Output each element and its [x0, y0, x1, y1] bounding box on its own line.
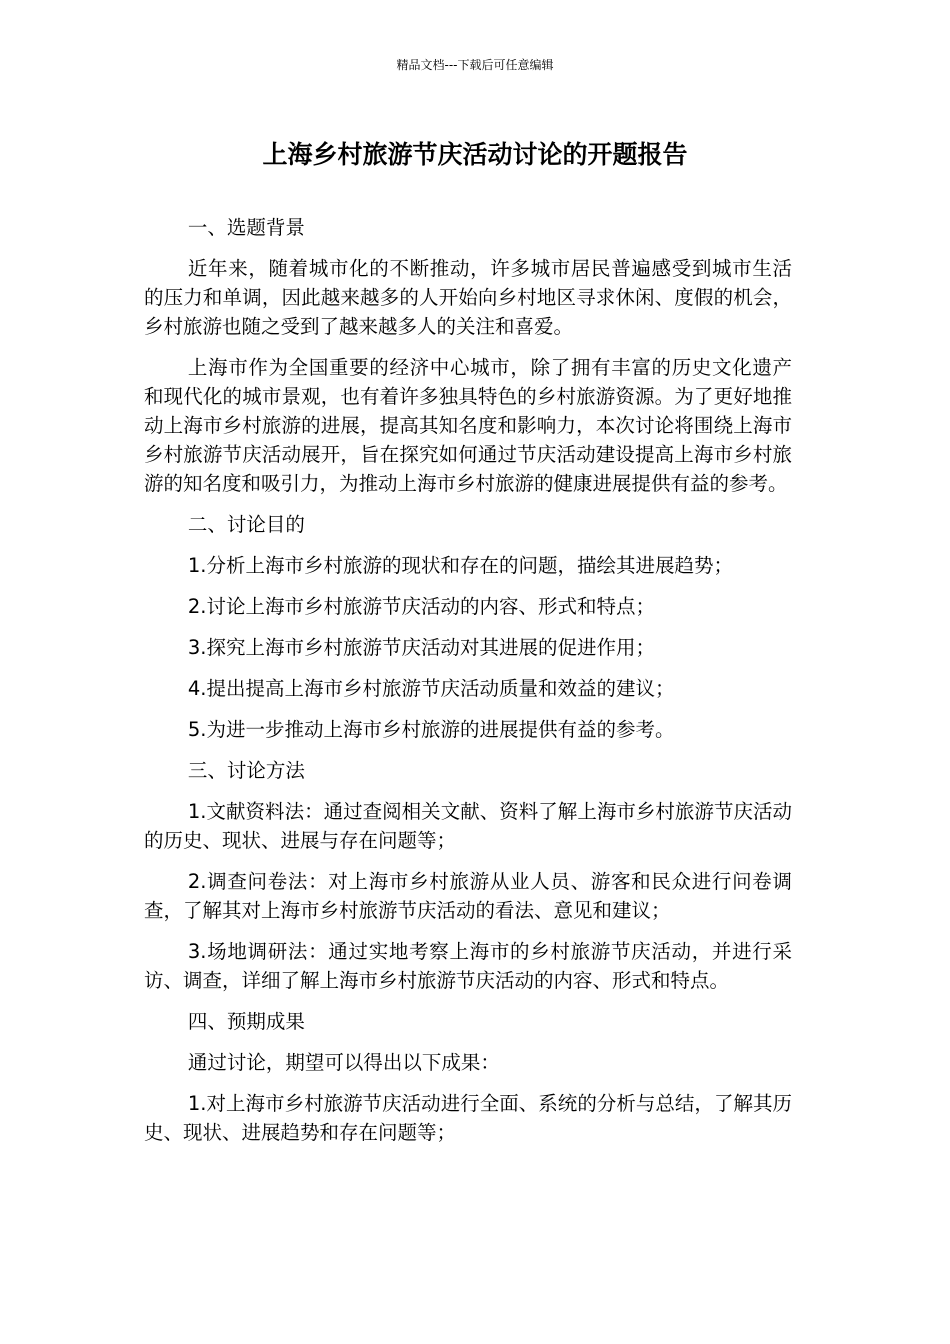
- list-item: 3.探究上海市乡村旅游节庆活动对其进展的促进作用；: [187, 636, 655, 659]
- list-item: 1.分析上海市乡村旅游的现状和存在的问题，描绘其进展趋势；: [187, 554, 733, 577]
- list-item: 1.对上海市乡村旅游节庆活动进行全面、系统的分析与总结，了解其历史、现状、进展趋势和存在问题等；: [144, 1092, 792, 1144]
- header-note: 精品文档---下载后可任意编辑: [396, 58, 554, 72]
- document-title: 上海乡村旅游节庆活动讨论的开题报告: [262, 140, 688, 169]
- list-item: 3.场地调研法：通过实地考察上海市的乡村旅游节庆活动，并进行采访、调查，详细了解上海市乡村旅游节庆活动的内容、形式和特点。: [144, 940, 792, 992]
- list-item: 4.提出提高上海市乡村旅游节庆活动质量和效益的建议；: [187, 677, 675, 700]
- body-paragraph: 近年来，随着城市化的不断推动，许多城市居民普遍感受到城市生活的压力和单调，因此越来越多的人开始向乡村地区寻求休闲、度假的机会，乡村旅游也随之受到了越来越多人的关注和喜爱。: [144, 257, 792, 338]
- list-item: 5.为进一步推动上海市乡村旅游的进展提供有益的参考。: [187, 718, 675, 741]
- section-heading-objectives: 二、讨论目的: [187, 513, 305, 536]
- section-heading-outcomes: 四、预期成果: [187, 1010, 305, 1033]
- document-body: [144, 213, 792, 1159]
- section-heading-background: 一、选题背景: [187, 216, 305, 239]
- section-heading-methods: 三、讨论方法: [187, 759, 305, 782]
- body-paragraph: 上海市作为全国重要的经济中心城市，除了拥有丰富的历史文化遗产和现代化的城市景观，也有着许多独具特色的乡村旅游资源。为了更好地推动上海市乡村旅游的进展，提高其知名度和影响力，本次讨论将围绕上海市乡村旅游节庆活动展开，旨在探究如何通过节庆活动建设提高上海市乡村旅游的知名度和吸引力，为推动上海市乡村旅游的健康进展提供有益的参考。: [144, 356, 792, 495]
- body-paragraph: 通过讨论，期望可以得出以下成果：: [187, 1051, 500, 1074]
- list-item: 2.调查问卷法：对上海市乡村旅游从业人员、游客和民众进行问卷调查，了解其对上海市乡村旅游节庆活动的看法、意见和建议；: [144, 870, 792, 922]
- list-item: 1.文献资料法：通过查阅相关文献、资料了解上海市乡村旅游节庆活动的历史、现状、进展与存在问题等；: [144, 800, 792, 852]
- list-item: 2.讨论上海市乡村旅游节庆活动的内容、形式和特点；: [187, 595, 655, 618]
